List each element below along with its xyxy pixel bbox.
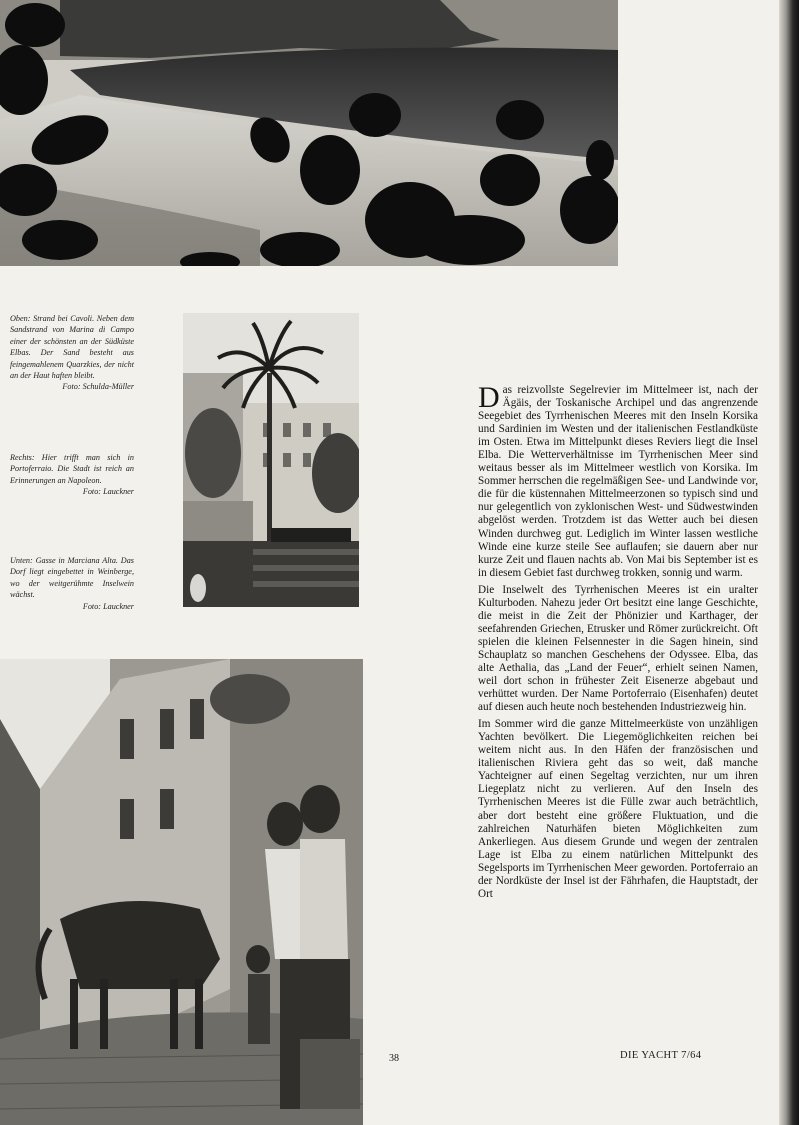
article-body — [478, 381, 758, 905]
portoferraio-palm-photo — [183, 313, 359, 607]
caption-bottom — [10, 555, 134, 612]
caption-top-text: Oben: Strand bei Cavoli. Neben dem Sandstrand von Marina di Campo einer der schönsten an der Südküste Elbas. Der Sand besteht aus feingemahlenem Quarzkies, der nicht an der Haut haften bleibt. — [10, 314, 134, 381]
caption-middle-text: Rechts: Hier trifft man sich in Portoferraio. Die Stadt ist reich an Erinnerungen an Napoleon. — [10, 453, 134, 485]
caption-middle-credit: Foto: Lauckner — [82, 487, 134, 497]
marciana-alta-photo — [0, 659, 363, 1125]
caption-middle — [10, 452, 134, 498]
article-paragraph: Die Inselwelt des Tyrrhenischen Meeres ist ein uralter Kulturboden. Nahezu jeder Ort besitzt eine lange Geschichte, die meist in die Zeit der Phönizier und Karthager, der seefahrenden Griechen, Etrusker und Römer zurückreicht. Oft spielen die kleinen Felsennester in die Sagen hinein, sind Schauplatz so manchen Geschehens der Odyssee. Elba, das alte Aethalia, das „Land der Feuer“, erhielt seinen Namen, weil dort schon in frühester Zeit Eisenerze abgebaut und verhüttet wurden. Der Name Portoferraio (Eisenhafen) deutet auf diesen auch heute noch bestehenden Industriezweig hin. — [478, 583, 758, 714]
article-paragraph: Im Sommer wird die ganze Mittelmeerküste von unzähligen Yachten bevölkert. Die Liegemöglichkeiten reichen bei weitem nicht aus. In den Häfen der französischen und italienischen Riviera geht das so weit, daß manche Yachteigner auf einen Segeltag verzichten, nur um ihren Liegeplatz nicht zu verlieren. Auf den Inseln des Tyrrhenischen Meeres ist die Fülle zwar auch beträchtlich, aber dort besteht eine größere Fluktuation, und die zahlreichen Naturhäfen bieten Möglichkeiten zum Ankerliegen. Aus diesem Grunde und wegen der zentralen Lage ist Elba zu einem natürlichen Mittelpunkt des Segelsports im Tyrrhenischen Meer geworden. Portoferraio an der Nordküste der Insel ist der Fährhafen, die Hauptstadt, der Ort — [478, 718, 758, 900]
caption-bottom-text: Unten: Gasse in Marciana Alta. Das Dorf liegt eingebettet in Weinberge, wo der weitgerühmte Inselwein wächst. — [10, 556, 134, 600]
article-paragraph — [478, 381, 758, 580]
page-number: 38 — [389, 1053, 399, 1064]
magazine-footer: DIE YACHT 7/64 — [620, 1050, 702, 1061]
caption-top-credit: Foto: Schulda-Müller — [62, 382, 134, 392]
paragraph-1-text: as reizvollste Segelrevier im Mittelmeer ist, nach der Ägäis, der Toskanische Archipel und das angrenzende Seegebiet des Tyrrhenischen Meeres mit den Inseln Korsika und Sardinien im Westen und der italienischen Festlandküste im Osten. Etwa im Mittelpunkt dieses Reviers liegt die Insel Elba. Die Wetterverhältnisse im Tyrrhenischen Meer sind weitaus besser als im Mittelmeer westlich von Korsika. Im Sommer herrschen die regelmäßigen See- und Landwinde vor, die für die küstennahen Mittelmeerzonen so typisch sind und nur gelegentlich von zyklonischen West- und Südwestwinden abgelöst werden. Trotzdem ist das Wetter auch bei diesen Winden durchweg gut. Lediglich im Winter lassen westliche Winde eine kurze steile See auflaufen; sie dauern aber nur kurze Zeit und flauen nachts ab. Von Mai bis September ist es in diesem Gebiet fast durchweg trokken, sonnig und warm. — [478, 384, 758, 579]
book-spine-shadow — [779, 0, 799, 1125]
caption-top — [10, 313, 134, 393]
drop-cap: D — [478, 381, 500, 414]
caption-bottom-credit: Foto: Lauckner — [82, 601, 134, 611]
beach-cavoli-photo — [0, 0, 618, 266]
